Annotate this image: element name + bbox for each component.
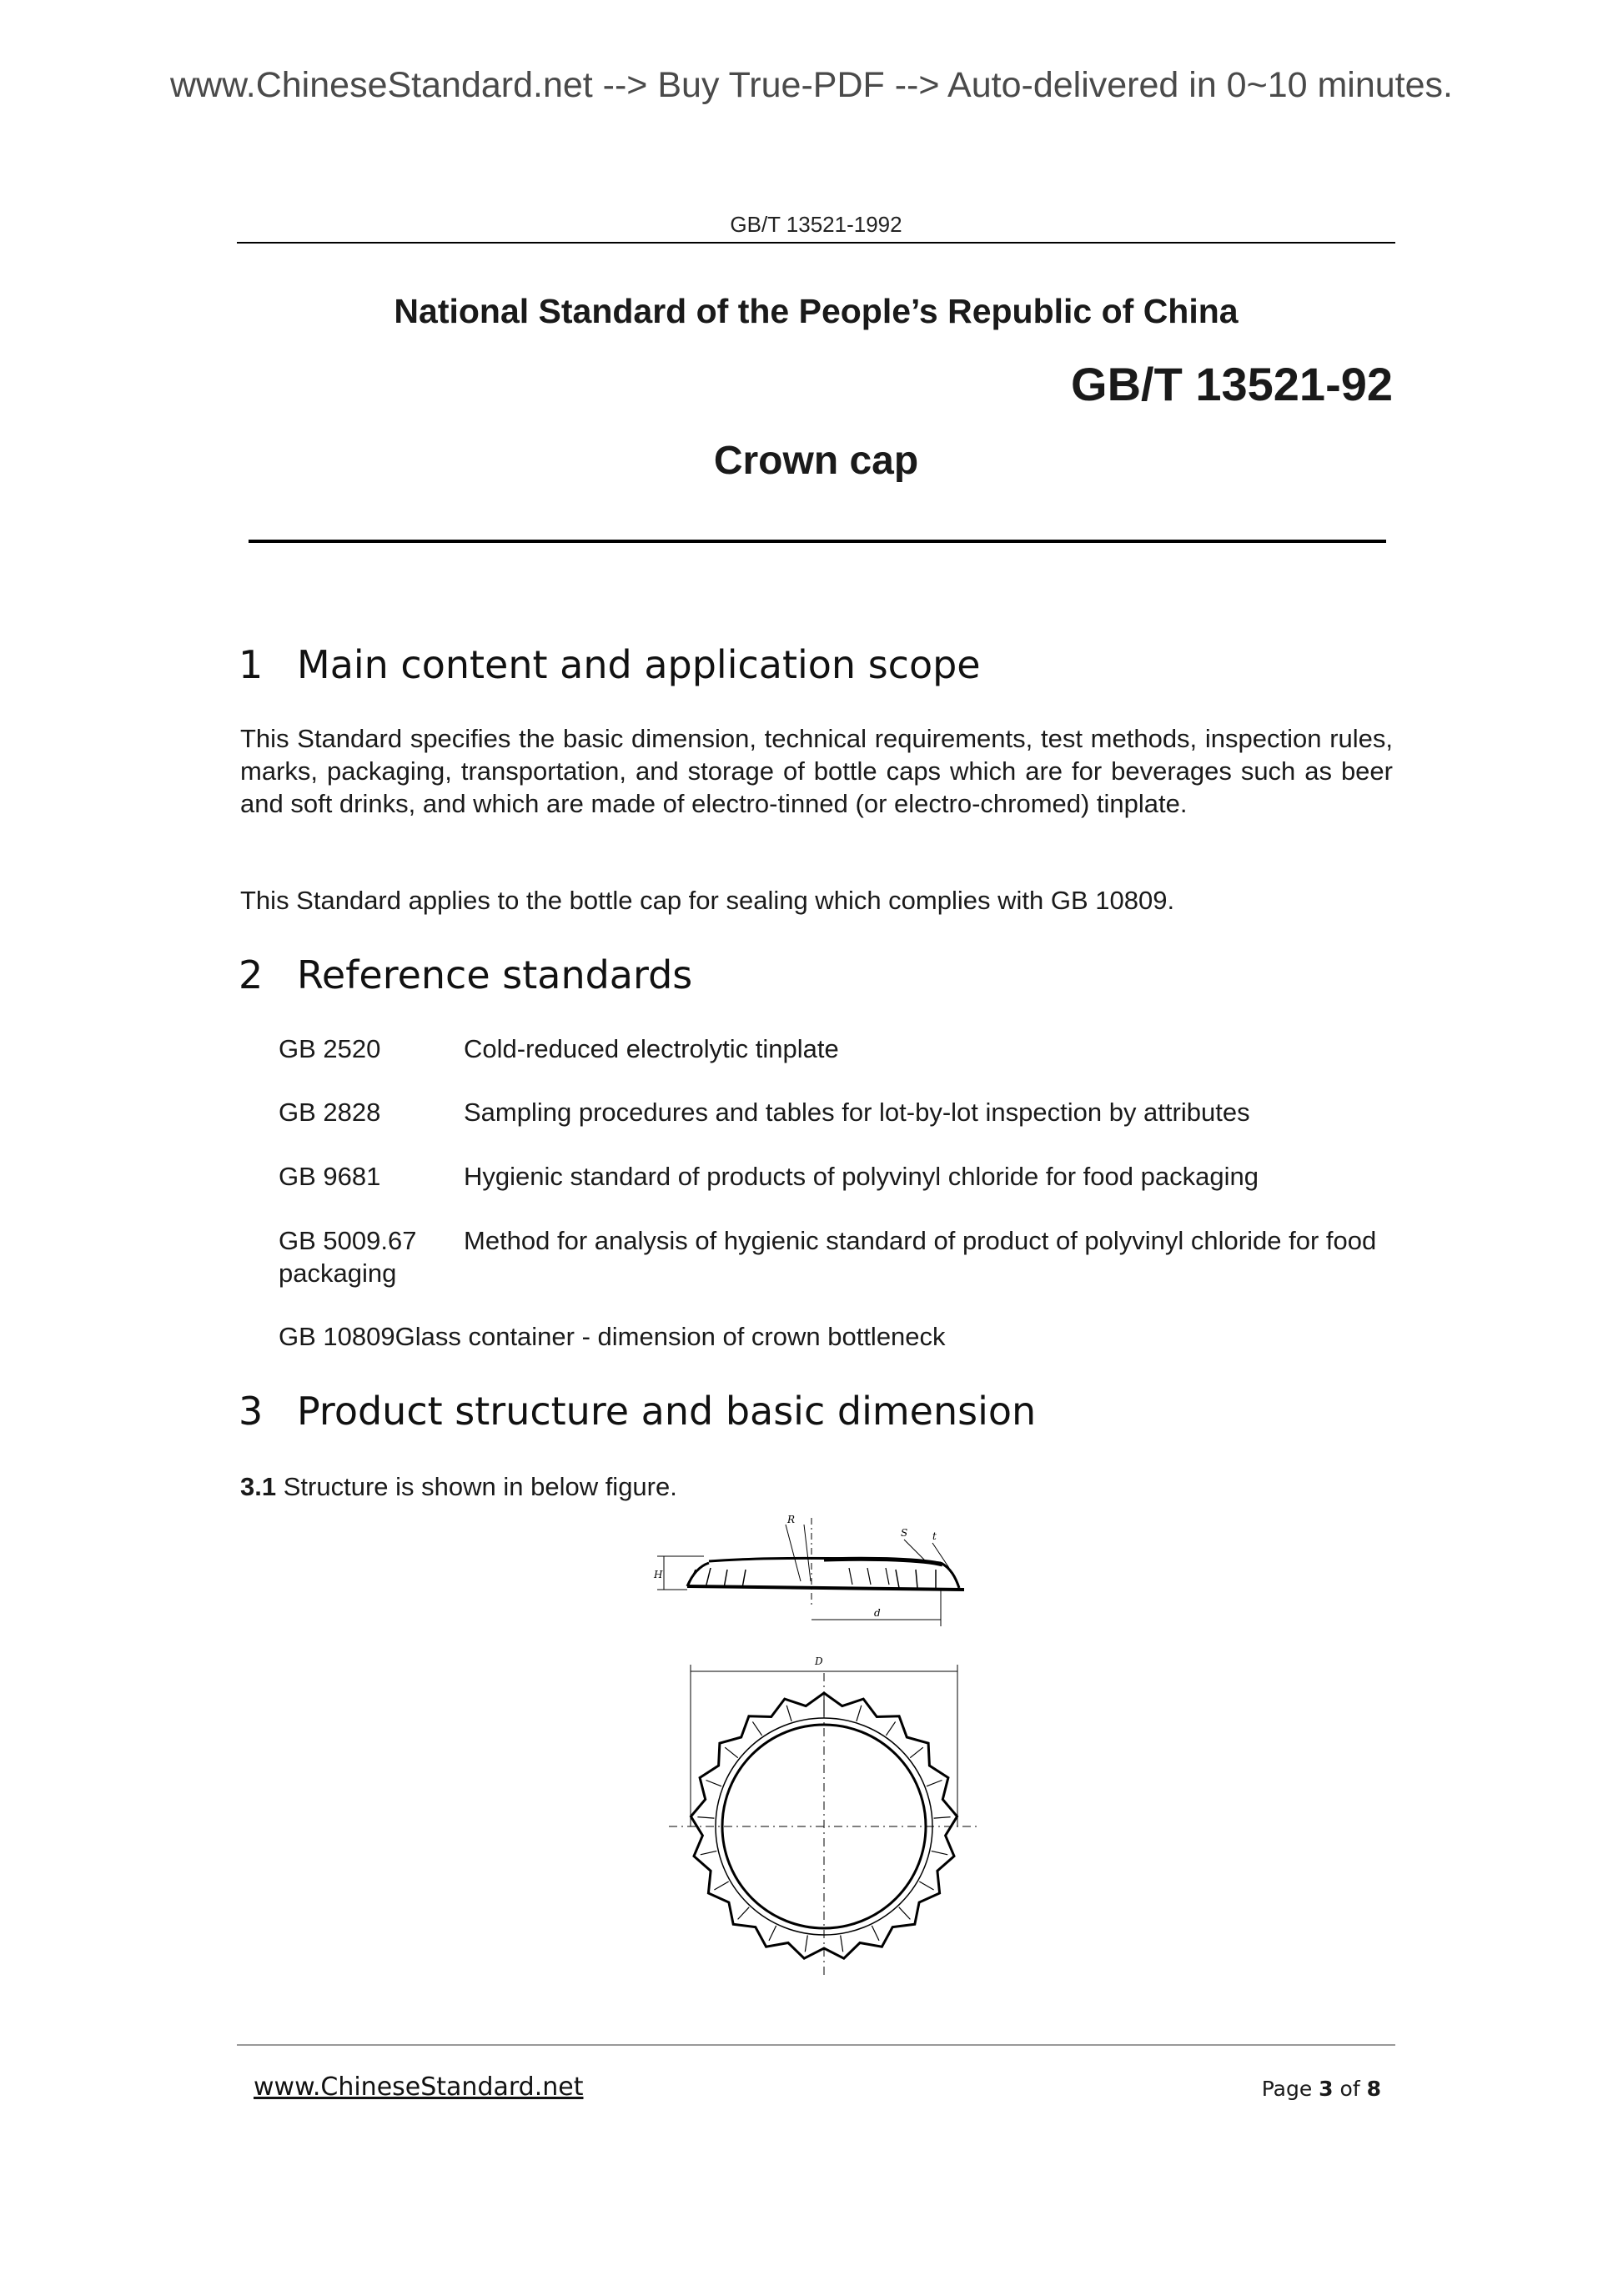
label-h: H	[654, 1569, 663, 1580]
flute-line	[701, 1851, 717, 1854]
page-prefix: Page	[1261, 2077, 1313, 2101]
flute-line	[786, 1706, 791, 1721]
section-title: Reference standards	[297, 952, 693, 997]
document-title: Crown cap	[713, 439, 919, 483]
reference-code: GB 2828	[279, 1098, 381, 1127]
flute-line	[872, 1926, 879, 1941]
label-d-small: d	[874, 1607, 881, 1619]
label-s: S	[901, 1527, 908, 1539]
section-title: Main content and application scope	[297, 642, 981, 687]
reference-title: Method for analysis of hygienic standard of product of polyvinyl chloride for food packaging	[279, 1226, 1377, 1288]
flute-line	[752, 1721, 761, 1736]
section-2-heading	[239, 952, 692, 997]
label-d-large: D	[815, 1655, 823, 1667]
label-t: t	[932, 1530, 937, 1542]
section-number: 2	[239, 952, 264, 997]
flute-line	[725, 1747, 738, 1758]
standard-code: GB/T 13521-92	[1071, 358, 1393, 410]
flute-line	[899, 1907, 911, 1920]
reference-code: GB 9681	[279, 1162, 381, 1191]
crown-cap-figure	[649, 1510, 991, 1977]
page-current: 3	[1319, 2077, 1334, 2101]
label-r: R	[787, 1514, 796, 1525]
flute-line	[934, 1817, 951, 1819]
section-1-paragraph-1: This Standard specifies the basic dimension, technical requirements, test methods, inspection rules, marks, packaging, transportation, and storage of bottle caps which are for beverages such as beer and soft drinks, and which are made of electro-tinned (or electro-chromed) tinplate.	[240, 724, 1393, 818]
flute-line	[805, 1936, 807, 1952]
reference-code: GB 10809	[279, 1322, 395, 1351]
section-1-paragraph-2: This Standard applies to the bottle cap for sealing which complies with GB 10809.	[240, 886, 1175, 915]
reference-row	[279, 1320, 1393, 1353]
flute-line	[714, 1882, 728, 1890]
running-header: GB/T 13521-1992	[730, 212, 902, 237]
page-of: of	[1339, 2077, 1360, 2101]
subclause-number: 3.1	[240, 1472, 277, 1501]
flute-line	[910, 1747, 923, 1758]
header-rule	[237, 242, 1395, 244]
national-title: National Standard of the People’s Republic of China	[394, 292, 1239, 330]
reference-title: Glass container - dimension of crown bottleneck	[394, 1322, 946, 1351]
page-number	[1262, 2077, 1381, 2101]
flute-line	[697, 1817, 714, 1819]
reference-row	[279, 1224, 1393, 1289]
section-3-heading	[239, 1389, 1036, 1434]
reference-row	[279, 1032, 1393, 1065]
flute-line	[857, 1706, 862, 1721]
reference-title: Hygienic standard of products of polyvinyl chloride for food packaging	[464, 1162, 1259, 1191]
flute-line	[769, 1926, 776, 1941]
page-total: 8	[1366, 2077, 1381, 2101]
subclause-3-1	[240, 1472, 677, 1502]
crown-cap-side-view	[657, 1518, 964, 1626]
reference-row	[279, 1096, 1393, 1128]
section-title: Product structure and basic dimension	[297, 1389, 1037, 1434]
flute-line	[706, 1781, 722, 1786]
crown-cap-top-view	[669, 1665, 979, 1977]
section-number: 3	[239, 1389, 264, 1434]
reference-row	[279, 1160, 1393, 1193]
reference-code: GB 5009.67	[279, 1226, 417, 1255]
section-number: 1	[239, 642, 264, 687]
section-1-heading	[239, 642, 981, 687]
subclause-text: Structure is shown in below figure.	[283, 1472, 677, 1501]
flute-line	[932, 1851, 948, 1854]
promo-banner[interactable]: www.ChineseStandard.net --> Buy True-PDF --> Auto-delivered in 0~10 minutes.	[169, 65, 1453, 105]
footer-rule	[237, 2044, 1395, 2046]
flute-line	[841, 1936, 843, 1952]
title-rule	[249, 540, 1386, 543]
flute-line	[927, 1781, 942, 1786]
flute-line	[919, 1882, 933, 1890]
reference-title: Cold-reduced electrolytic tinplate	[464, 1034, 839, 1063]
reference-code: GB 2520	[279, 1034, 381, 1063]
flute-line	[738, 1907, 750, 1920]
footer-link[interactable]: www.ChineseStandard.net	[254, 2072, 584, 2102]
flute-line	[886, 1721, 895, 1736]
reference-title: Sampling procedures and tables for lot-by-lot inspection by attributes	[464, 1098, 1250, 1127]
